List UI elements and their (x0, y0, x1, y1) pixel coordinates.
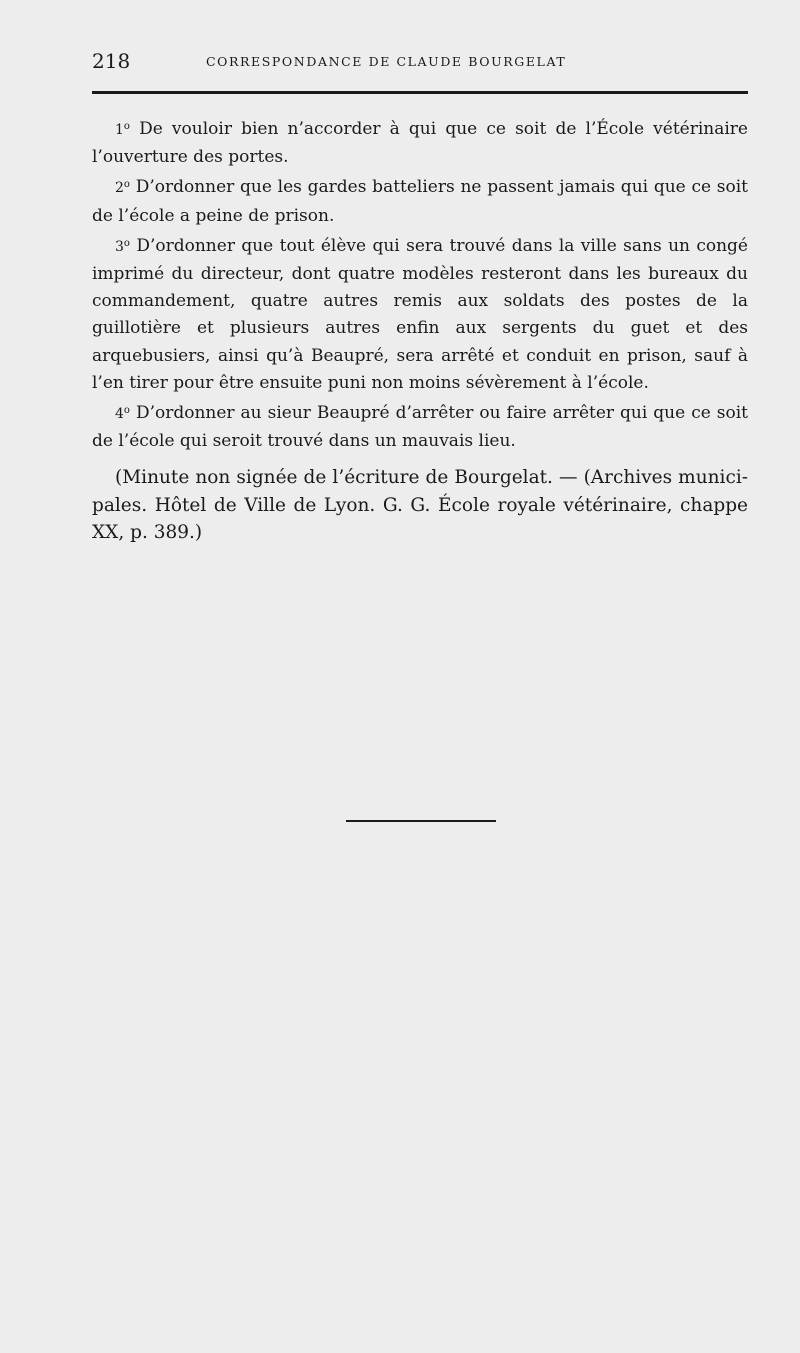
paragraph-text: De vouloir bien n’accorder à qui que ce soit de l’École vétérinaire l’ouverture des portes. (92, 119, 748, 168)
running-title: CORRESPONDANCE DE CLAUDE BOURGELAT (206, 54, 567, 69)
paragraph-3 (92, 230, 748, 397)
paragraph-text: D’ordonner au sieur Beaupré d’arrêter ou faire arrêter qui que ce soit de l’école qui seroit trouvé dans un mauvais lieu. (92, 403, 748, 452)
paragraph-1 (92, 113, 748, 171)
source-note: (Minute non signée de l’écriture de Bourgelat. — (Archives municipales. Hôtel de Ville de Lyon. G. G. École royale vétérinaire, chappe XX, p. 389.) (92, 467, 748, 543)
paragraph-number: 4$^o$ (115, 405, 130, 423)
paragraph-2 (92, 171, 748, 229)
paragraph-number: 1$^o$ (115, 121, 130, 138)
end-rule (346, 820, 496, 822)
page-number: 218 (92, 49, 131, 73)
paragraph-text: D’ordonner que tout élève qui sera trouvé dans la ville sans un congé imprimé du directeur, dont quatre modèles resteront dans les bureaux du commandement, quatre autres remis aux soldats des postes de la guillotière et plusieurs autres enfin aux sergents du guet et des arquebusiers, ainsi qu’à Beaupré, sera arrêté et conduit en prison, sauf à l’en tirer pour être ensuite puni non moins sévèrement à l’école. (92, 235, 748, 393)
running-head (92, 46, 748, 76)
paragraph-number: 3$^o$ (115, 237, 130, 255)
paragraph-number: 2$^o$ (115, 179, 130, 197)
body-text (92, 113, 748, 455)
paragraph-text: D’ordonner que les gardes batteliers ne passent jamais qui que ce soit de l’école a peine de prison. (92, 177, 748, 226)
paragraph-4 (92, 397, 748, 455)
header-rule (92, 91, 748, 94)
